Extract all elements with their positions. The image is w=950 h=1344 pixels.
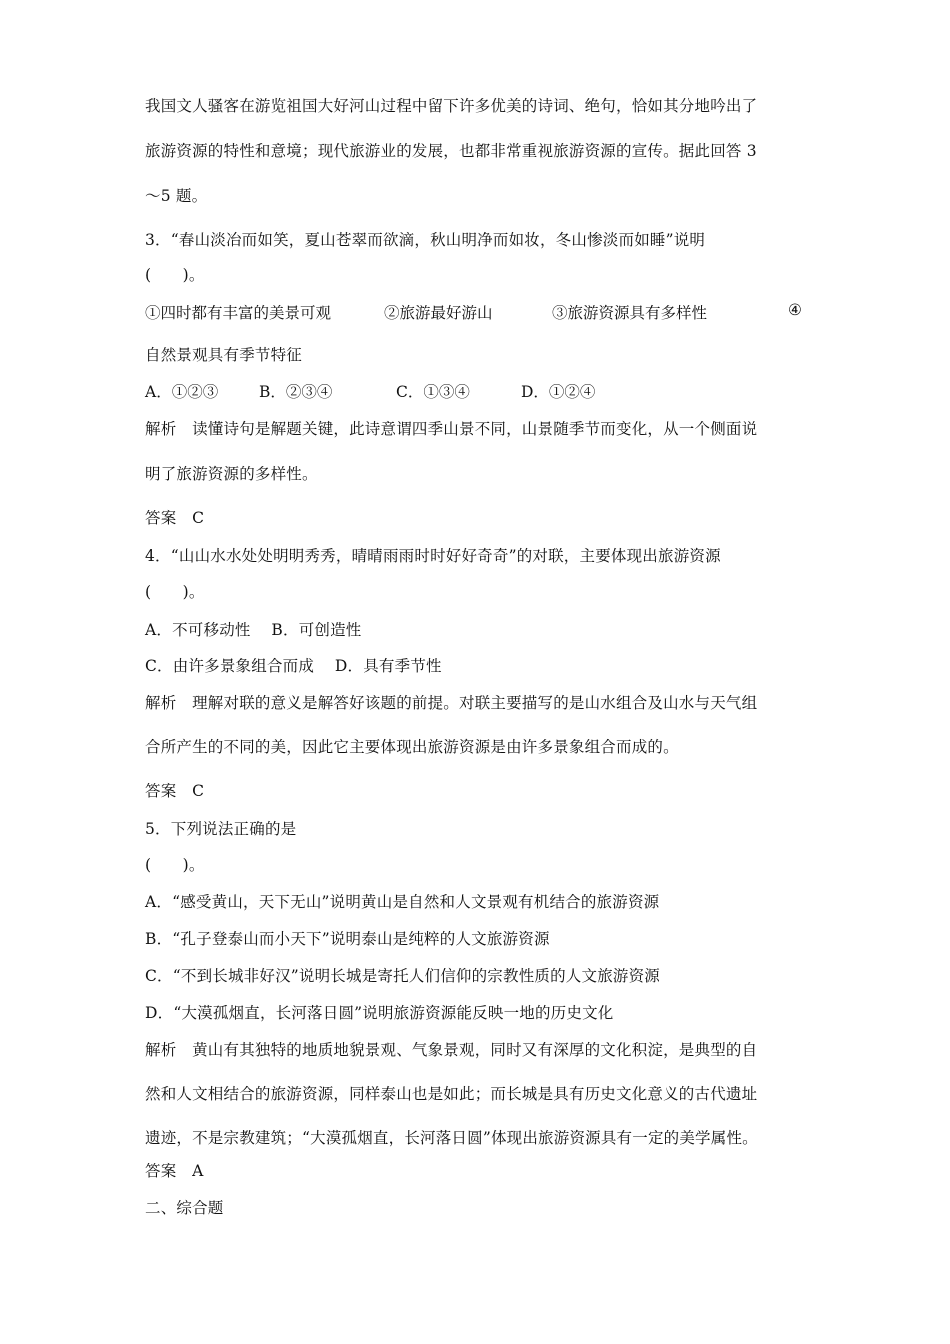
q5-option-d: D．“大漠孤烟直，长河落日圆”说明旅游资源能反映一地的历史文化 (145, 1004, 614, 1022)
q5-stem: 5．下列说法正确的是 (145, 820, 297, 838)
intro-line-2: 旅游资源的特性和意境；现代旅游业的发展，也都非常重视旅游资源的宣传。据此回答 3 (145, 142, 757, 160)
q5-option-b: B．“孔子登泰山而小天下”说明泰山是纯粹的人文旅游资源 (145, 930, 550, 948)
section-heading: 二、综合题 (145, 1199, 224, 1217)
q3-option-b: B．②③④ (259, 383, 333, 401)
q4-options-line-2: C．由许多景象组合而成 D．具有季节性 (145, 657, 442, 675)
q4-analysis-line-1: 解析 理解对联的意义是解答好该题的前提。对联主要描写的是山水组合及山水与天气组 (145, 694, 758, 712)
q3-option-a: A．①②③ (145, 383, 219, 401)
q3-stem: 3．“春山淡冶而如笑，夏山苍翠而欲滴，秋山明净而如妆，冬山惨淡而如睡”说明 (145, 231, 706, 249)
q3-option-d: D．①②④ (521, 383, 596, 401)
q5-analysis-line-2: 然和人文相结合的旅游资源，同样泰山也是如此；而长城是具有历史文化意义的古代遗址 (145, 1085, 758, 1103)
intro-line-1: 我国文人骚客在游览祖国大好河山过程中留下许多优美的诗词、绝句，恰如其分地吟出了 (145, 97, 758, 115)
q3-answer: 答案 C (145, 509, 205, 527)
q3-paren: ( )。 (145, 266, 205, 284)
q3-analysis-line-1: 解析 读懂诗句是解题关键，此诗意谓四季山景不同，山景随季节而变化，从一个侧面说 (145, 420, 758, 438)
q5-option-c: C．“不到长城非好汉”说明长城是寄托人们信仰的宗教性质的人文旅游资源 (145, 967, 661, 985)
q4-paren: ( )。 (145, 583, 205, 601)
q5-paren: ( )。 (145, 856, 205, 874)
q5-option-a: A．“感受黄山，天下无山”说明黄山是自然和人文景观有机结合的旅游资源 (145, 893, 660, 911)
q3-statement-3: ③旅游资源具有多样性 (552, 304, 708, 322)
q3-statement-2: ②旅游最好游山 (384, 304, 493, 322)
q5-analysis-line-1: 解析 黄山有其独特的地质地貌景观、气象景观，同时又有深厚的文化积淀，是典型的自 (145, 1041, 758, 1059)
q3-statement-4: ④ (788, 301, 802, 319)
q5-analysis-line-3: 遗迹，不是宗教建筑；“大漠孤烟直，长河落日圆”体现出旅游资源具有一定的美学属性。 (145, 1129, 758, 1147)
q4-options-line-1: A．不可移动性 B．可创造性 (145, 621, 362, 639)
q3-option-c: C．①③④ (396, 383, 470, 401)
q4-stem: 4．“山山水水处处明明秀秀，晴晴雨雨时时好好奇奇”的对联，主要体现出旅游资源 (145, 547, 721, 565)
q3-analysis-line-2: 明了旅游资源的多样性。 (145, 465, 318, 483)
q4-answer: 答案 C (145, 782, 205, 800)
q4-analysis-line-2: 合所产生的不同的美，因此它主要体现出旅游资源是由许多景象组合而成的。 (145, 738, 679, 756)
intro-line-3: ～5 题。 (145, 187, 208, 205)
q5-answer: 答案 A (145, 1162, 204, 1180)
q3-statement-1: ①四时都有丰富的美景可观 (145, 304, 332, 322)
q3-statement-cont: 自然景观具有季节特征 (145, 346, 303, 364)
